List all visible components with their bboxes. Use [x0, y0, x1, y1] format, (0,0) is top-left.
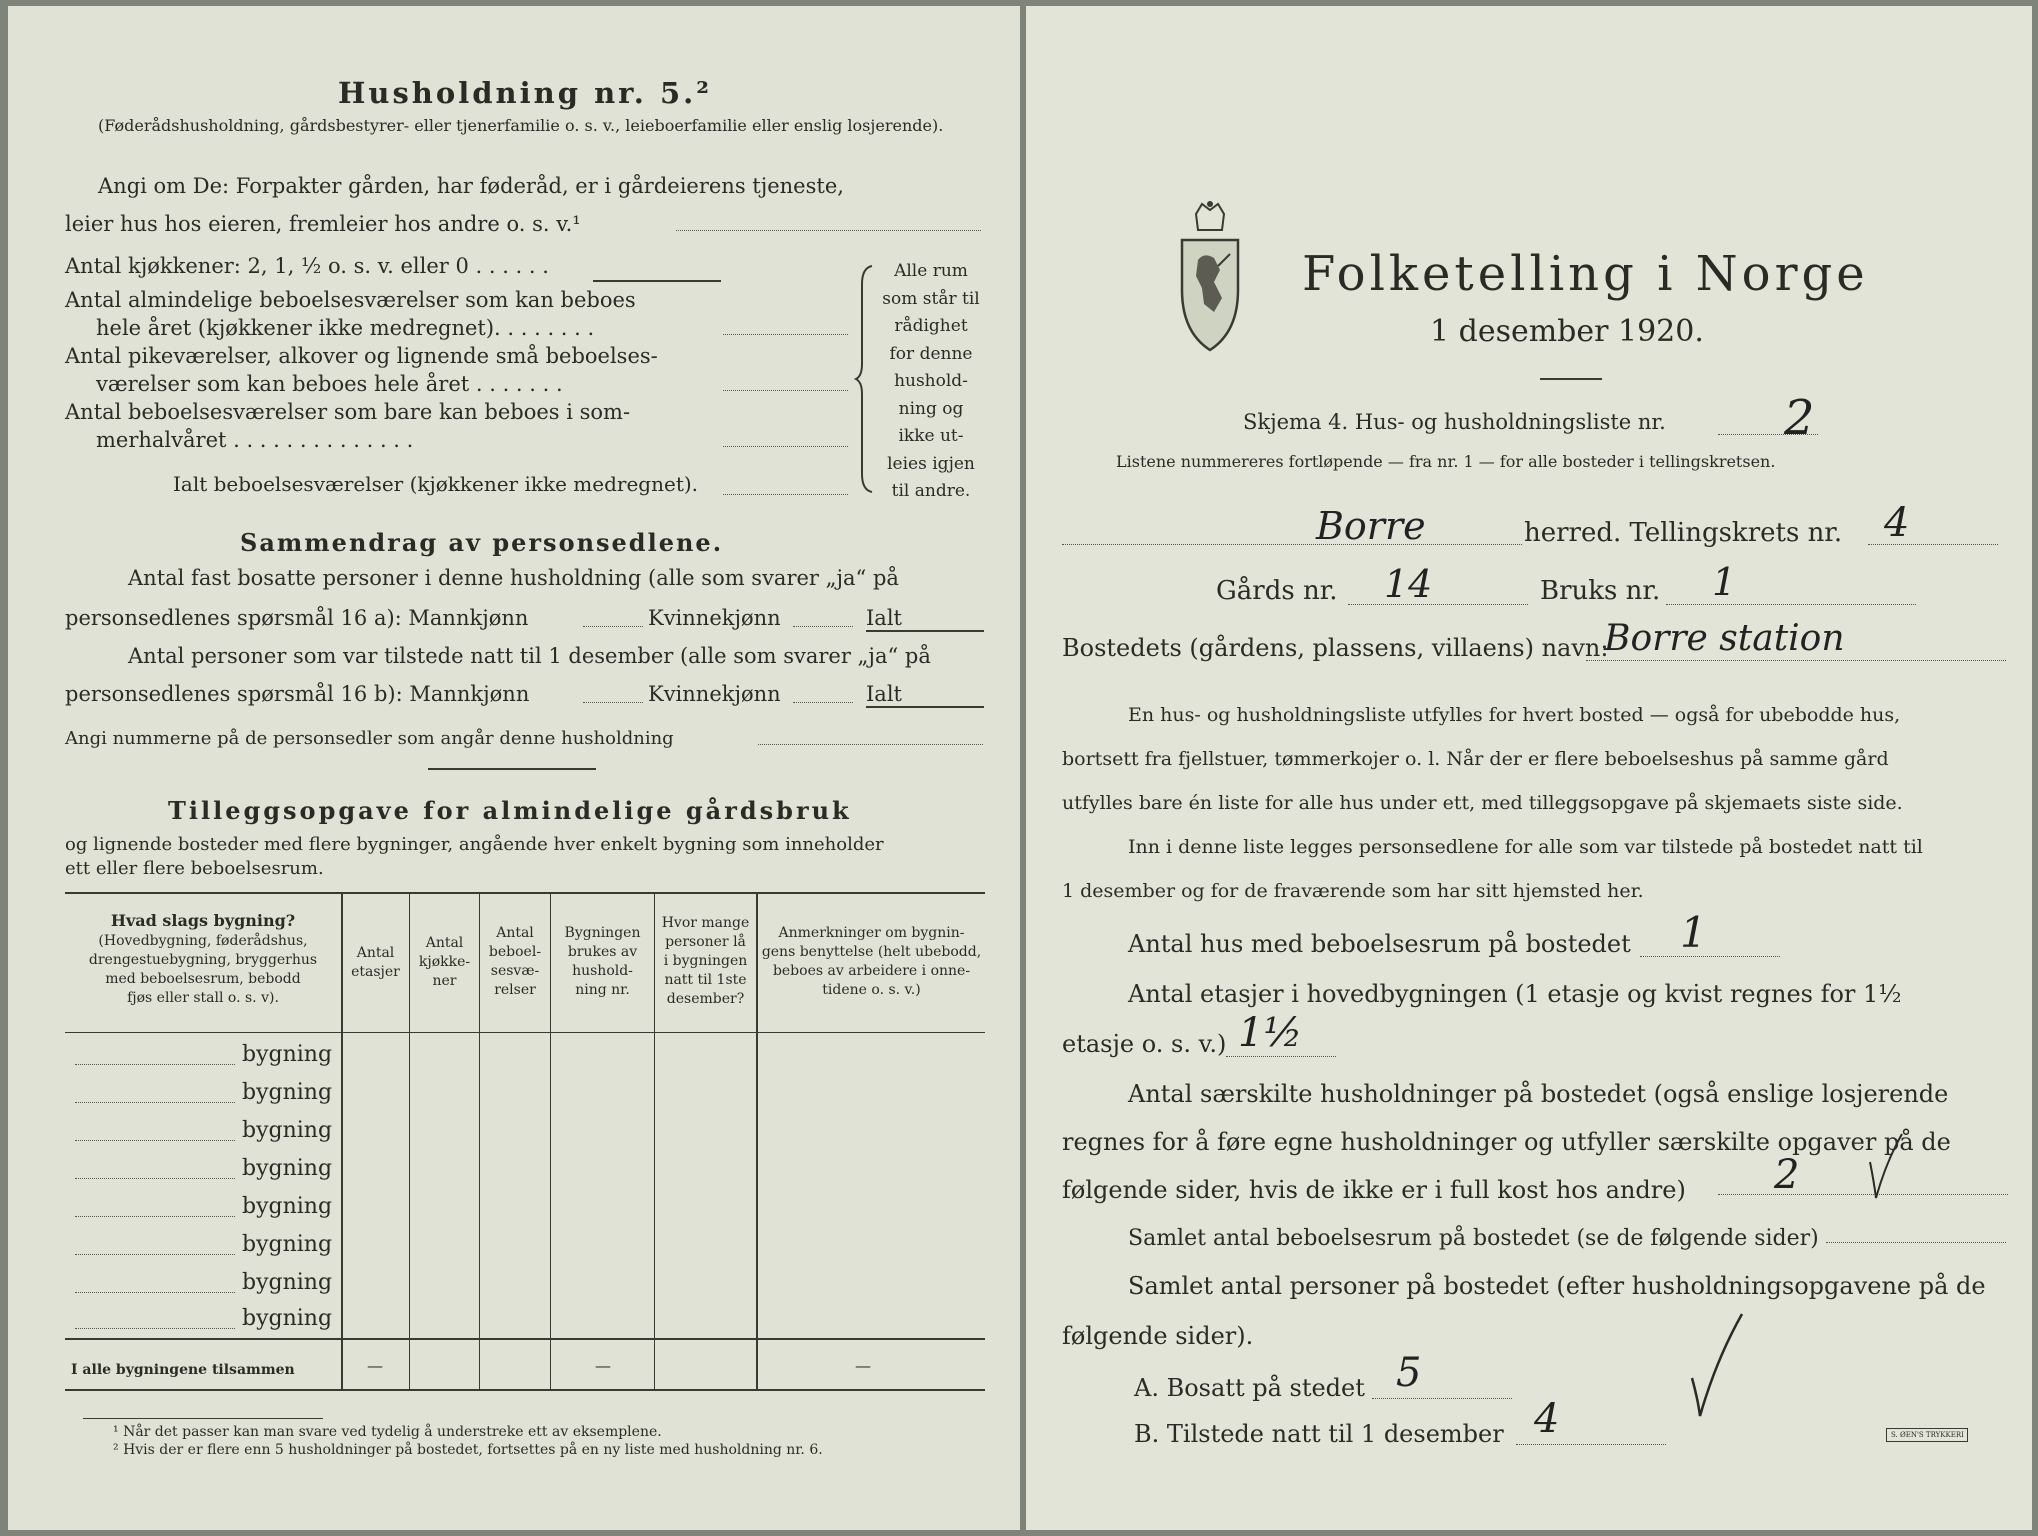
- tilstede-line1: Antal personer som var tilstede natt til 1 desember (alle som svarer „ja“ på: [128, 644, 931, 668]
- alm-line2: hele året (kjøkkener ikke medregnet). . . . . . . .: [96, 316, 595, 340]
- instr-line3: utfylles bare én liste for alle hus under ett, med tilleggsopgave på skjemaets siste side.: [1062, 792, 1903, 814]
- footnote-1: ¹ Når det passer kan man svare ved tydelig å understreke ett av eksemplene.: [113, 1424, 662, 1440]
- table-row: [65, 1156, 341, 1192]
- antal-hus-label: Antal hus med beboelsesrum på bostedet: [1128, 930, 1631, 958]
- right-page: [1026, 6, 2032, 1530]
- tilstede-line2a: personsedlenes spørsmål 16 b): Mannkjønn: [65, 682, 530, 706]
- fast-line1: Antal fast bosatte personer i denne husholdning (alle som svarer „ja“ på: [128, 566, 899, 590]
- ialt-label: Ialt beboelsesværelser (kjøkkener ikke medregnet).: [173, 472, 699, 496]
- tilstede-line2c: Ialt: [866, 682, 902, 706]
- question-line2: leier hus hos eieren, fremleier hos andre o. s. v.¹: [65, 212, 581, 236]
- instr-line2: bortsett fra fjellstuer, tømmerkojer o. l. Når der er flere beboelseshus på samme gård: [1062, 748, 1889, 770]
- table-row: [65, 1042, 341, 1078]
- sammendrag-title: Sammendrag av personsedlene.: [240, 528, 724, 557]
- herred-value: Borre: [1316, 504, 1426, 548]
- sommer-line1: Antal beboelsesværelser som bare kan beboes i som-: [65, 400, 631, 424]
- row-label: bygning: [242, 1080, 333, 1105]
- tellingskrets-value: 4: [1884, 500, 1910, 546]
- col-header-vaerelser: Antal beboel- sesvæ- relser: [488, 925, 542, 998]
- table-row: [65, 1270, 341, 1306]
- tillegg-title: Tilleggsopgave for almindelige gårdsbruk: [168, 796, 852, 825]
- table-row: [65, 1080, 341, 1116]
- total-anmerk: —: [855, 1356, 871, 1375]
- household-intro: (Føderådshusholdning, gårdsbestyrer- eller tjenerfamilie o. s. v., leieboerfamilie eller enslig losjerende).: [98, 116, 944, 135]
- total-etasjer: —: [367, 1356, 383, 1375]
- fast-line2b: Kvinnekjønn: [648, 606, 781, 630]
- sars-line1: Antal særskilte husholdninger på bostedet (også enslige losjerende: [1128, 1080, 1949, 1108]
- bruks-label: Bruks nr.: [1540, 576, 1661, 606]
- col-header-personer: Hvor mange personer lå i bygningen natt til 1ste desember?: [661, 915, 750, 1007]
- table-row: [65, 1194, 341, 1230]
- total-label: I alle bygningene tilsammen: [71, 1362, 295, 1378]
- gards-value: 14: [1384, 562, 1433, 606]
- tilstede-value: 4: [1534, 1396, 1560, 1442]
- alm-line1: Antal almindelige beboelsesværelser som kan beboes: [65, 288, 636, 312]
- pike-line1: Antal pikeværelser, alkover og lignende små beboelses-: [65, 344, 658, 368]
- listene-note: Listene nummereres fortløpende — fra nr. 1 — for alle bosteder i tellingskretsen.: [1116, 452, 1776, 471]
- nummerne-label: Angi nummerne på de personsedler som angår denne husholdning: [65, 728, 674, 749]
- left-page: [8, 6, 1020, 1530]
- antal-hus-value: 1: [1680, 908, 1707, 957]
- etasjer-line1: Antal etasjer i hovedbygningen (1 etasje og kvist regnes for 1½: [1128, 980, 1902, 1008]
- table-row: [65, 1118, 341, 1154]
- row-label: bygning: [242, 1270, 333, 1295]
- instr-line1: En hus- og husholdningsliste utfylles for hvert bosted — også for ubebodde hus,: [1128, 704, 1901, 726]
- kjokkener-label: Antal kjøkkener: 2, 1, ½ o. s. v. eller 0 . . . . . .: [65, 254, 549, 278]
- gards-label: Gårds nr.: [1216, 576, 1338, 606]
- row-label: bygning: [242, 1118, 333, 1143]
- footnote-2: ² Hvis der er flere enn 5 husholdninger på bostedet, fortsettes på en ny liste med husholdning nr. 6.: [113, 1442, 823, 1458]
- bosted-value: Borre station: [1604, 618, 1845, 659]
- sommer-line2: merhalvåret . . . . . . . . . . . . . .: [96, 428, 414, 452]
- etasjer-value: 1½: [1238, 1010, 1303, 1056]
- instr-line4: Inn i denne liste legges personsedlene for alle som var tilstede på bostedet natt til: [1128, 836, 1923, 858]
- samlet-pers-line1: Samlet antal personer på bostedet (efter husholdningsopgavene på de: [1128, 1272, 1986, 1300]
- checkmark-icon-small: [1866, 1132, 1906, 1202]
- total-vaerelser: —: [595, 1356, 611, 1375]
- samlet-pers-line2: følgende sider).: [1062, 1322, 1254, 1350]
- col-header-anmerkninger: Anmerkninger om bygnin- gens benyttelse (helt ubebodd, beboes av arbeidere i onne- tidene o. s. v.): [761, 925, 982, 998]
- col-header-kjokkener: Antal kjøkke- ner: [418, 935, 471, 989]
- tillegg-line1: og lignende bosteder med flere bygninger, angående hver enkelt bygning som inneholder: [65, 834, 884, 855]
- printer-stamp: S. ØEN'S TRYKKERI: [1886, 1428, 1968, 1442]
- census-title: Folketelling i Norge: [1302, 246, 1869, 302]
- sars-line2: regnes for å føre egne husholdninger og utfyller særskilte opgaver på de: [1062, 1128, 1951, 1156]
- col-header-type: Hvad slags bygning? (Hovedbygning, føderådshus, drengestuebygning, bryggerhus med beboelsesrum, bebodd fjøs eller stall o. s. v).: [88, 911, 318, 1006]
- pike-line2: værelser som kan beboes hele året . . . . . . .: [96, 372, 563, 396]
- sars-line3: følgende sider, hvis de ikke er i full kost hos andre): [1062, 1176, 1686, 1204]
- tillegg-line2: ett eller flere beboelsesrum.: [65, 858, 324, 879]
- skjema-value: 2: [1784, 390, 1815, 446]
- sars-value: 2: [1774, 1152, 1800, 1198]
- checkmark-icon: [1686, 1310, 1746, 1420]
- tilstede-line2b: Kvinnekjønn: [648, 682, 781, 706]
- census-date: 1 desember 1920.: [1430, 314, 1704, 349]
- bosatt-value: 5: [1396, 1350, 1422, 1396]
- row-label: bygning: [242, 1042, 333, 1067]
- herred-label: herred. Tellingskrets nr.: [1524, 518, 1843, 548]
- row-label: bygning: [242, 1156, 333, 1181]
- household-title: Husholdning nr. 5.²: [338, 76, 712, 110]
- instr-line5: 1 desember og for de fraværende som har sitt hjemsted her.: [1062, 880, 1644, 902]
- etasjer-line2: etasje o. s. v.): [1062, 1030, 1227, 1058]
- table-row: [65, 1232, 341, 1268]
- col-header-etasjer: Antal etasjer: [351, 945, 400, 980]
- row-label: bygning: [242, 1232, 333, 1257]
- question-line1: Angi om De: Forpakter gården, har føderåd, er i gårdeierens tjeneste,: [98, 174, 844, 198]
- skjema-label: Skjema 4. Hus- og husholdningsliste nr.: [1243, 410, 1666, 434]
- brace-note: Alle rum som står til rådighet for denne hushold- ning og ikke ut- leies igjen til andre.: [882, 261, 980, 501]
- brace-icon: [854, 264, 876, 494]
- tilstede-label: B. Tilstede natt til 1 desember: [1134, 1420, 1504, 1448]
- table-row: [65, 1308, 341, 1338]
- bosatt-label: A. Bosatt på stedet: [1134, 1374, 1365, 1402]
- fast-line2a: personsedlenes spørsmål 16 a): Mannkjønn: [65, 606, 529, 630]
- bosted-label: Bostedets (gårdens, plassens, villaens) navn:: [1062, 634, 1609, 662]
- samlet-rum-label: Samlet antal beboelsesrum på bostedet (se de følgende sider): [1128, 1226, 1819, 1251]
- row-label: bygning: [242, 1194, 333, 1219]
- fast-line2c: Ialt: [866, 606, 902, 630]
- buildings-table: [65, 892, 985, 1392]
- coat-of-arms-icon: [1174, 200, 1246, 360]
- bruks-value: 1: [1712, 560, 1737, 604]
- row-label: bygning: [242, 1306, 333, 1331]
- col-header-husholdning: Bygningen brukes av hushold- ning nr.: [564, 925, 641, 998]
